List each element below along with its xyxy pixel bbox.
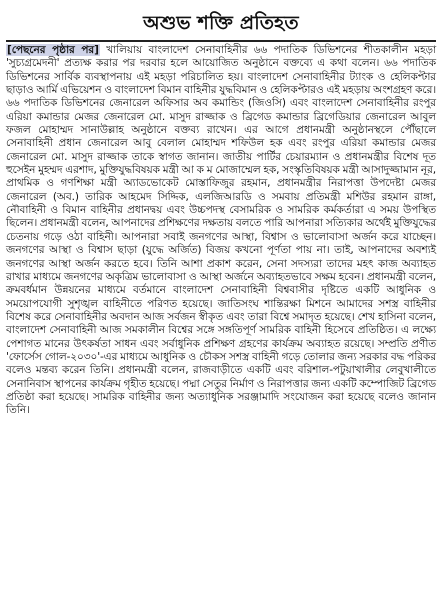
article-body (6, 44, 436, 418)
headline-area (6, 6, 436, 40)
headline: অশুভ শক্তি প্রতিহত (143, 12, 299, 34)
article-body-text: খালিয়ায় বাংলাদেশ সেনাবাহিনীর ৬৬ পদাতিক ডিভিশনের শীতকালীন মহড়া 'সুচ্যগ্রমেদনী' প্রত্যক্ষ করার পর দরবার হলে আয়োজিত অনুষ্ঠানে বক্তব্যে এ কথা বলেন। ৬৬ পদাতিক ডিভিশনের সার্বিক ব্যবস্থাপনায় এই মহড়া পরিচালিত হয়। বাংলাদেশ সেনাবাহিনীর ট্যাংক ও হেলিকপ্টার ছাড়াও আর্মি এভিয়েশন ও বাংলাদেশ বিমান বাহিনীর যুদ্ধবিমান ও হেলিকপ্টারও এই মহড়ায় অংশগ্রহণ করে। ৬৬ পদাতিক ডিভিশনের জেনারেল অফিসার অব কমান্ডিং (জিওসি) এবং বাংলাদেশ সেনাবাহিনীর রংপুর এরিয়া কমান্ডার মেজর জেনারেল মো. মাসুদ রাজ্জাক ও ব্রিগেড কমান্ডার ব্রিগেডিয়ার জেনারেল আবুল ফজল মোহাম্মদ সানাউল্লাহ অনুষ্ঠানে বক্তব্য রাখেন। এর আগে প্রধানমন্ত্রী অনুষ্ঠানস্থলে পৌঁছালে সেনাবাহিনী প্রধান জেনারেল আবু বেলাল মোহাম্মদ শফিউল হক এবং রংপুর এরিয়া কমান্ডার মেজর জেনারেল মো. মাসুদ রাজ্জাক তাকে স্বাগত জানান। জাতীয় পার্টির চেয়ারম্যান ও প্রধানমন্ত্রীর বিশেষ দূত হুসেইন মুহম্মদ এরশাদ, মুক্তিযুদ্ধবিষয়ক মন্ত্রী আ ক ম মোজাম্মেল হক, সংস্কৃতিবিষয়ক মন্ত্রী আসাদুজ্জামান নূর, প্রাথমিক ও গণশিক্ষা মন্ত্রী অ্যাডভোকেট মোস্তাফিজুর রহমান, প্রধানমন্ত্রীর নিরাপত্তা উপদেষ্টা মেজর জেনারেল (অব.) তারিক আহমেদ সিদ্দিক, এলজিআরডি ও সমবায় প্রতিমন্ত্রী মশিউর রহমান রাঙ্গা, নৌবাহিনী ও বিমান বাহিনীর প্রধানদ্বয় এবং উচ্চপদস্থ বেসামরিক ও সামরিক কর্মকর্তারা এ সময় উপস্থিত ছিলেন। প্রধানমন্ত্রী বলেন, আপনাদের প্রশিক্ষণের দক্ষতায় বলতে পারি আপনারা সত্যিকার অর্থেই মুক্তিযুদ্ধের চেতনায় গড়ে ওঠা বাহিনী। আপনারা সবাই জনগণের আস্থা, বিশ্বাস ও ভালোবাসা অর্জন করে যাচ্ছেন। জনগণের আস্থা ও বিশ্বাস ছাড়া (যুদ্ধে অর্জিত) বিজয় কখনো পূর্ণতা পায় না। তাই, আপনাদের অবশ্যই জনগণের আস্থা অর্জন করতে হবে। তিনি আশা প্রকাশ করেন, সেনা সদস্যরা তাদের মহৎ কাজ অব্যাহত রাখার মাধ্যমে জনগণের অকৃত্রিম ভালোবাসা ও আস্থা অর্জনে অব্যাহতভাবে সক্ষম হবেন। প্রধানমন্ত্রী বলেন, ক্রমবর্ধমান উন্নয়নের মাধ্যমে বর্তমানে বাংলাদেশ সেনাবাহিনী বিশ্ববাসীর দৃষ্টিতে একটি আধুনিক ও সময়োপযোগী সুশৃঙ্খল বাহিনীতে পরিণত হয়েছে। জাতিসংঘ শান্তিরক্ষা মিশনে আমাদের সশস্ত্র বাহিনীর বিশেষ করে সেনাবাহিনীর অবদান আজ সর্বজন স্বীকৃত এবং তারা বিশ্বে সমাদৃত হয়েছে। শেখ হাসিনা বলেন, বাংলাদেশ সেনাবাহিনী আজ সমকালীন বিশ্বের সঙ্গে সঙ্গতিপূর্ণ সামরিক বাহিনী হিসেবে প্রতিষ্ঠিত। এ লক্ষ্যে পেশাগত মানের উৎকর্ষতা সাধন এবং সর্বাধুনিক প্রশিক্ষণ গ্রহণের কার্যক্রম অব্যাহত রয়েছে। সম্প্রতি প্রণীত 'ফোর্সেস গোল-২০৩০'-এর মাধ্যমে আধুনিক ও চৌকস সশস্ত্র বাহিনী গড়ে তোলার জন্য সরকার বদ্ধ পরিকর বলেও মন্তব্য করেন তিনি। প্রধানমন্ত্রী বলেন, রাজবাড়ীতে একটি এবং বরিশাল-পটুয়াখালীর লেবুখালীতে সেনানিবাস স্থাপনের কার্যক্রম গৃহীত হয়েছে। পদ্মা সেতুর নির্মাণ ও নিরাপত্তার জন্য একটি কম্পোজিট ব্রিগেড প্রতিষ্ঠা করা হয়েছে। সামরিক বাহিনীর জন্য অত্যাধুনিক সরঞ্জামাদি সংযোজন করা হয়েছে বলেও জানান তিনি। (6, 44, 437, 417)
continuation-label: [পেছনের পৃষ্ঠার পর] (7, 44, 99, 56)
headline-rule (6, 40, 436, 42)
